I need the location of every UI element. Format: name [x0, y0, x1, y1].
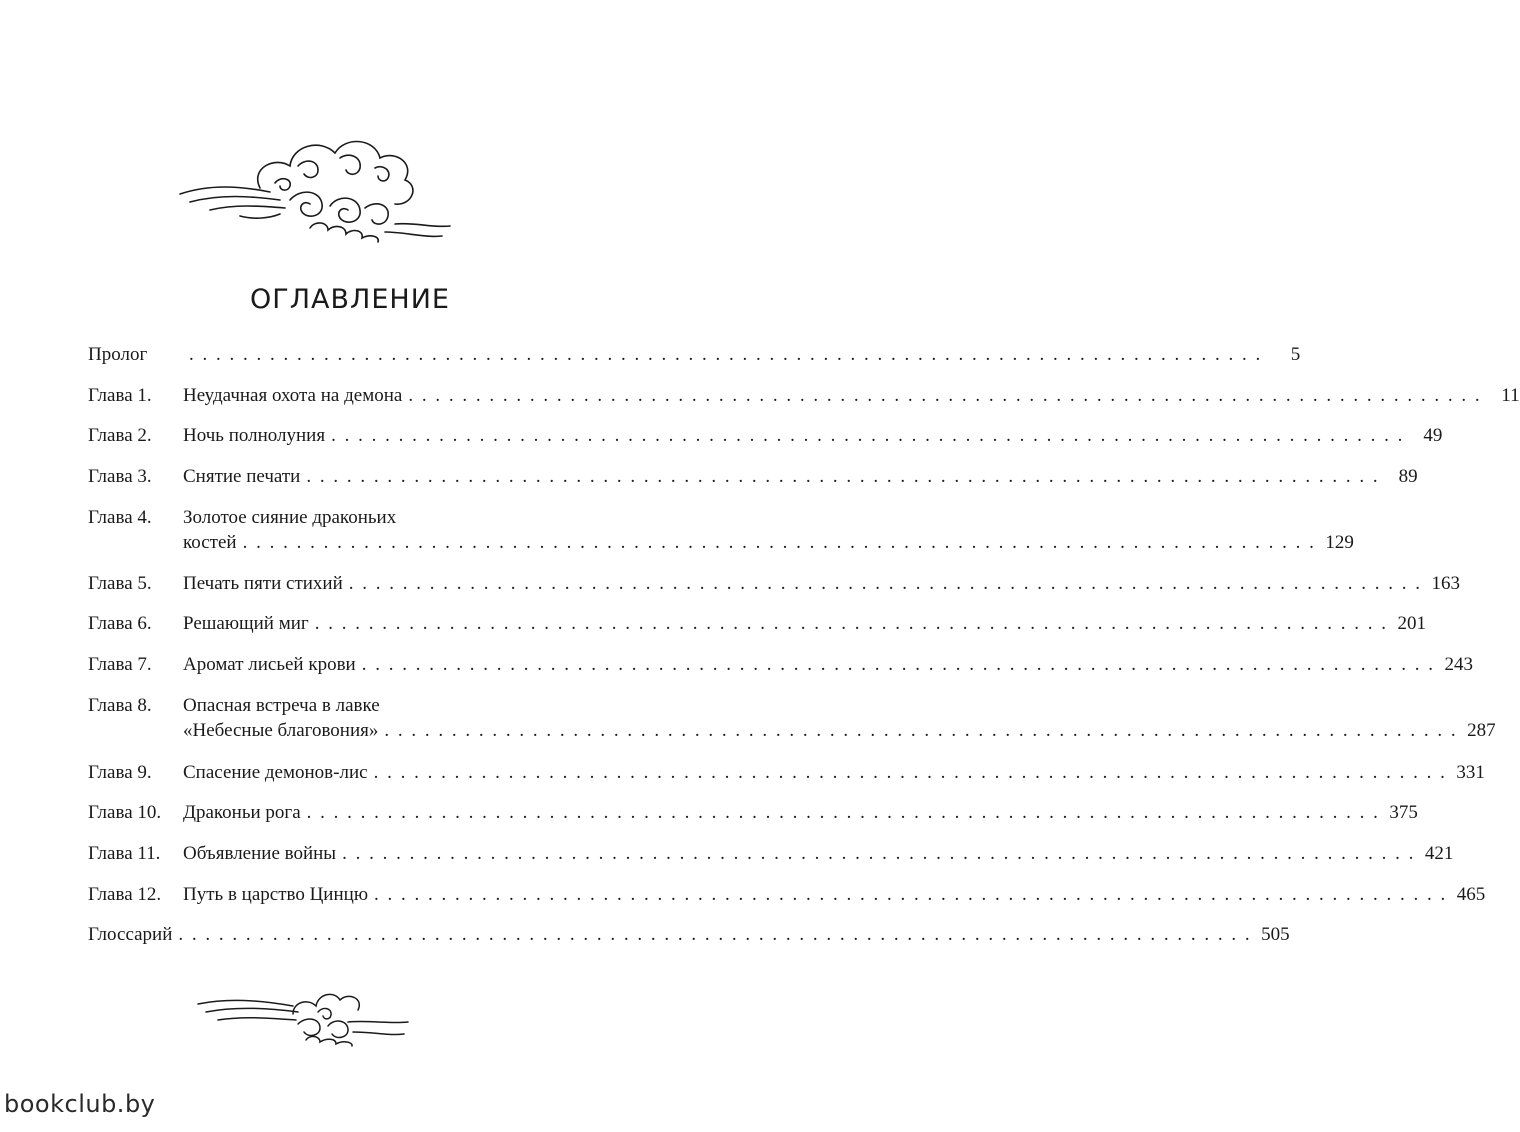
entry-line	[183, 611, 1426, 636]
entry-line	[183, 571, 1461, 596]
dot-leader: . . . . . . . . . . . . . . . . . . . . . . . . . . . . . . . . . . . . . . . . . . . . . . . . . . . . . . . . . . . . . . . . . . . . . . . . . . . . . . . .	[306, 802, 1380, 823]
chapter-title: Спасение демонов-лис	[183, 762, 368, 783]
entry-line	[183, 800, 1418, 825]
dot-leader: . . . . . . . . . . . . . . . . . . . . . . . . . . . . . . . . . . . . . . . . . . . . . . . . . . . . . . . . . . . . . . . . . . . . . . . . . . . . . . . .	[342, 843, 1416, 864]
chapter-label: Глава 7.	[88, 654, 152, 675]
page-number: 243	[1444, 654, 1473, 675]
page-number: 89	[1398, 466, 1418, 487]
chapter-label: Глава 3.	[88, 466, 152, 487]
dot-leader: . . . . . . . . . . . . . . . . . . . . . . . . . . . . . . . . . . . . . . . . . . . . . . . . . . . . . . . . . . . . . . . . . . . . . . . . . . . . . . . .	[242, 532, 1316, 553]
chapter-label: Глава 10.	[88, 802, 162, 823]
entry-body	[183, 693, 1496, 743]
entry-body	[183, 464, 1418, 489]
dot-leader: . . . . . . . . . . . . . . . . . . . . . . . . . . . . . . . . . . . . . . . . . . . . . . . . . . . . . . . . . . . . . . . . . . . . . . . . . . . . . . . .	[384, 720, 1458, 741]
entry-line	[183, 423, 1443, 448]
dot-leader: . . . . . . . . . . . . . . . . . . . . . . . . . . . . . . . . . . . . . . . . . . . . . . . . . . . . . . . . . . . . . . . . . . . . . . . . . . . . . . . .	[374, 884, 1448, 905]
chapter-label: Глава 5.	[88, 573, 152, 594]
dot-leader: . . . . . . . . . . . . . . . . . . . . . . . . . . . . . . . . . . . . . . . . . . . . . . . . . . . . . . . . . . . . . . . . . . . . . . . . . . . . . . . .	[314, 613, 1388, 634]
dot-leader: . . . . . . . . . . . . . . . . . . . . . . . . . . . . . . . . . . . . . . . . . . . . . . . . . . . . . . . . . . . . . . . . . . . . . . . . . . . . . . . .	[408, 385, 1482, 406]
dot-leader: . . . . . . . . . . . . . . . . . . . . . . . . . . . . . . . . . . . . . . . . . . . . . . . . . . . . . . . . . . . . . . . . . . . . . . . . . . . . . . . .	[373, 762, 1447, 783]
entry-line	[183, 530, 1354, 555]
chapter-label: Глава 1.	[88, 385, 152, 406]
entry-body	[183, 882, 1486, 907]
entry-line	[88, 922, 1290, 947]
chapter-label: Глава 2.	[88, 425, 152, 446]
dot-leader: . . . . . . . . . . . . . . . . . . . . . . . . . . . . . . . . . . . . . . . . . . . . . . . . . . . . . . . . . . . . . . . . . . . . . . . . . . . . . . . .	[306, 466, 1380, 487]
chapter-title: «Небесные благовония»	[183, 720, 379, 741]
entry-body	[88, 922, 1290, 947]
entry-body	[183, 611, 1426, 636]
page-number: 287	[1467, 720, 1496, 741]
page-number: 505	[1261, 924, 1290, 945]
entry-line	[183, 718, 1496, 743]
entry-line	[183, 652, 1473, 677]
chapter-title: костей	[183, 532, 237, 553]
chapter-title: Аромат лисьей крови	[183, 654, 356, 675]
chapter-title: Путь в царство Цинцю	[183, 884, 369, 905]
page-number: 5	[1290, 344, 1301, 365]
watermark: bookclub.by	[4, 1090, 156, 1118]
page-number: 421	[1424, 843, 1454, 864]
entry-line	[183, 882, 1486, 907]
dot-leader: . . . . . . . . . . . . . . . . . . . . . . . . . . . . . . . . . . . . . . . . . . . . . . . . . . . . . . . . . . . . . . . . . . . . . . . . . . . . . . . .	[331, 425, 1405, 446]
entry-body	[183, 652, 1473, 677]
page-number: 129	[1325, 532, 1354, 553]
dot-leader: . . . . . . . . . . . . . . . . . . . . . . . . . . . . . . . . . . . . . . . . . . . . . . . . . . . . . . . . . . . . . . . . . . . . . . . . . . . . . . . .	[361, 654, 1435, 675]
chapter-title: Печать пяти стихий	[183, 573, 343, 594]
chapter-title: Драконьи рога	[183, 802, 301, 823]
cloud-ornament-bottom-icon	[198, 978, 408, 1050]
page-number: 201	[1397, 613, 1426, 634]
chapter-title-line: Золотое сияние драконьих	[183, 507, 397, 528]
page-number: 375	[1389, 802, 1418, 823]
page-number: 331	[1456, 762, 1485, 783]
page-number: 49	[1423, 425, 1443, 446]
entry-body	[183, 505, 1354, 555]
chapter-title: Решающий миг	[183, 613, 309, 634]
chapter-label: Пролог	[88, 344, 148, 365]
entry-line	[183, 383, 1520, 408]
page-number: 465	[1456, 884, 1486, 905]
chapter-label: Глава 9.	[88, 762, 152, 783]
entry-line	[183, 342, 1301, 367]
chapter-label: Глава 11.	[88, 843, 161, 864]
entry-body	[183, 342, 1301, 367]
page-title: ОГЛАВЛЕНИЕ	[250, 284, 450, 315]
chapter-title: Ночь полнолуния	[183, 425, 326, 446]
dot-leader: . . . . . . . . . . . . . . . . . . . . . . . . . . . . . . . . . . . . . . . . . . . . . . . . . . . . . . . . . . . . . . . . . . . . . . . . . . . . . . . .	[178, 924, 1252, 945]
entry-body	[183, 383, 1520, 408]
entry-body	[183, 760, 1485, 785]
chapter-title: Объявление войны	[183, 843, 337, 864]
dot-leader: . . . . . . . . . . . . . . . . . . . . . . . . . . . . . . . . . . . . . . . . . . . . . . . . . . . . . . . . . . . . . . . . . . . . . . . . . . . . . . . .	[348, 573, 1423, 594]
chapter-title: Глоссарий	[88, 924, 173, 945]
entry-body	[183, 841, 1454, 866]
page-number: 11	[1501, 385, 1520, 406]
chapter-label: Глава 8.	[88, 695, 152, 716]
chapter-label: Глава 4.	[88, 507, 152, 528]
chapter-label: Глава 12.	[88, 884, 162, 905]
entry-line	[183, 760, 1485, 785]
page-number: 163	[1431, 573, 1461, 594]
entry-body	[183, 423, 1443, 448]
entry-body	[183, 571, 1461, 596]
chapter-title: Неудачная охота на демона	[183, 385, 403, 406]
chapter-title: Снятие печати	[183, 466, 301, 487]
cloud-ornament-top-icon	[180, 128, 450, 248]
entry-line	[183, 841, 1454, 866]
chapter-label: Глава 6.	[88, 613, 152, 634]
dot-leader: . . . . . . . . . . . . . . . . . . . . . . . . . . . . . . . . . . . . . . . . . . . . . . . . . . . . . . . . . . . . . . . . . . . . . . . . . . . . . . . .	[189, 344, 1263, 365]
entry-body	[183, 800, 1418, 825]
chapter-title-line: Опасная встреча в лавке	[183, 695, 380, 716]
entry-line	[183, 464, 1418, 489]
